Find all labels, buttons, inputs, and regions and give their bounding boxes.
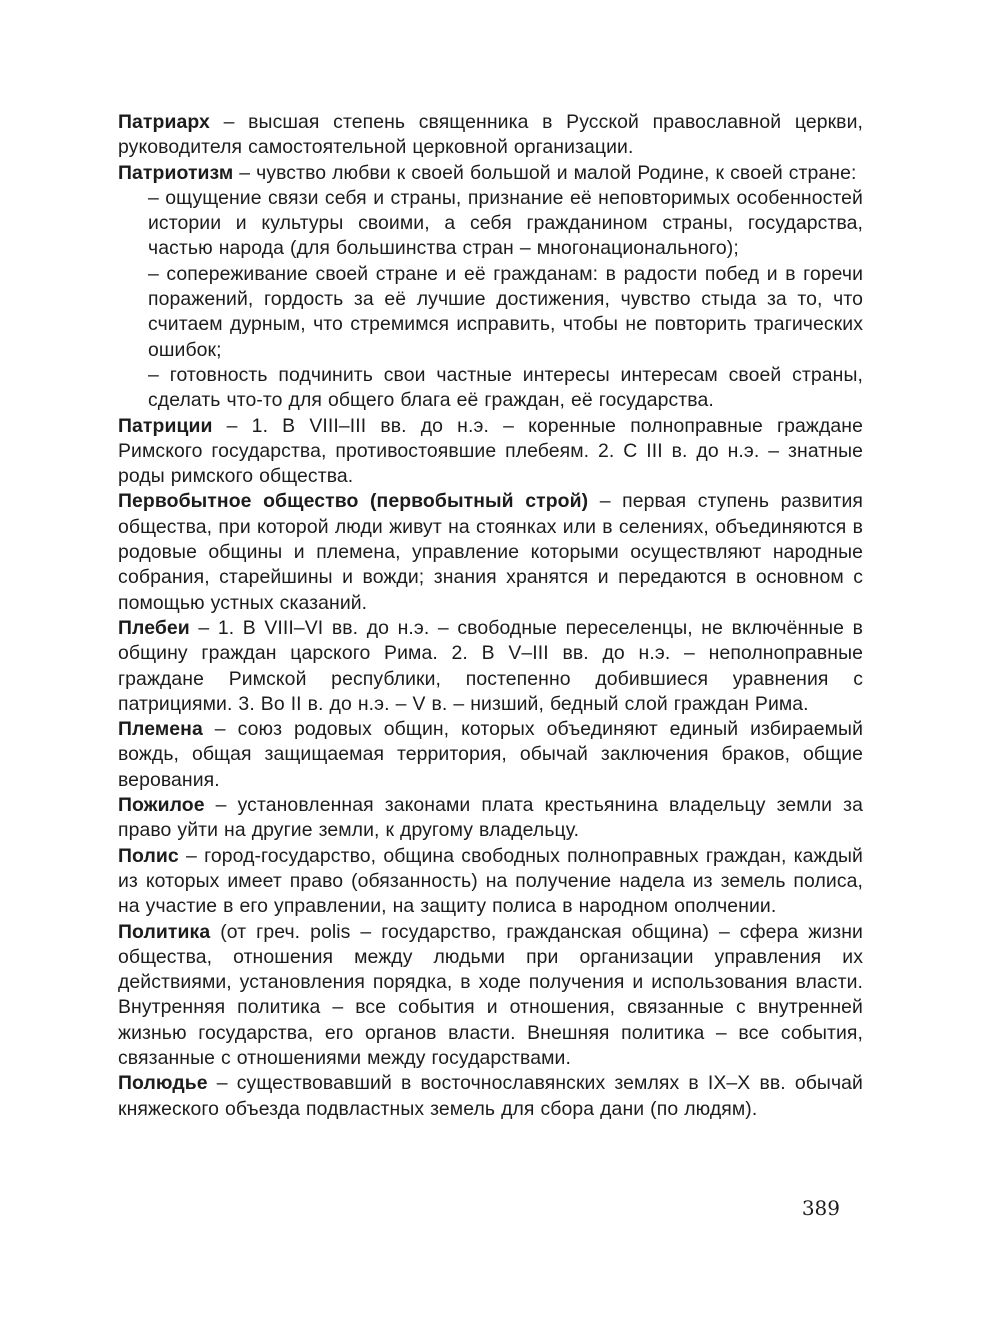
entry-text: – существовавший в восточнославянских землях в IX–X вв. обычай княжеского объезда подвластных земель для сбора дани (по людям).: [118, 1072, 863, 1120]
glossary-entry: [118, 717, 863, 793]
entry-sub-item: – ощущение связи себя и страны, признание её неповторимых особенностей истории и культуры своими, а себя гражданином страны, государства, частью народа (для большинства стран – многонационального);: [148, 186, 863, 260]
glossary-entry: [118, 793, 863, 844]
glossary-entry: [118, 1071, 863, 1122]
entry-text: – 1. В VIII–III вв. до н.э. – коренные полноправные граждане Римского государства, противостоявшие плебеям. 2. С III в. до н.э. – знатные роды римского общества.: [118, 414, 863, 488]
entry-term: Патриции: [118, 414, 213, 437]
entry-term: Патриарх: [118, 111, 210, 133]
entry-text: – чувство любви к своей большой и малой Родине, к своей стране:: [233, 161, 857, 184]
page-number: 389: [801, 1196, 840, 1220]
entry-text: (от греч. polis – государство, гражданская община) – сфера жизни общества, отношения между людьми при организации управления их действиями, установления порядка, в ходе получения и использования власти. Внутренняя политика – все события и отношения, связанные с внутренней жизнью государства, его органов власти. Внешняя политика – все события, связанные с отношениями между государствами.: [118, 920, 863, 1069]
glossary-entry: [118, 616, 863, 717]
entry-text: – 1. В VIII–VI вв. до н.э. – свободные переселенцы, не включённые в общину граждан царского Рима. 2. В V–III вв. до н.э. – неполноправные граждане Римской республики, постепенно добившиеся уравнения с патрициями. 3. Во II в. до н.э. – V в. – низший, бедный слой граждан Рима.: [118, 616, 863, 715]
entry-term: Патриотизм: [118, 161, 234, 184]
entry-term: Плебеи: [118, 616, 190, 639]
glossary-entry: [118, 414, 863, 490]
entry-term: Полюдье: [118, 1072, 208, 1095]
entry-text: – союз родовых общин, которых объединяют единый избираемый вождь, общая защищаемая территория, обычай заключения браков, общие верования.: [118, 718, 863, 791]
entry-text: – первая ступень развития общества, при которой люди живут на стоянках или в селениях, объединяются в родовые общины и племена, управление которыми осуществляют народные собрания, старейшины и вожди; знания хранятся и передаются в основном с помощью устных сказаний.: [118, 490, 863, 614]
entry-term: Первобытное общество (первобытный строй): [118, 490, 589, 513]
glossary-entry: [118, 920, 863, 1072]
glossary-entry: [118, 161, 863, 186]
entry-text: – город-государство, община свободных полноправных граждан, каждый из которых имеет право (обязанность) на получение надела из земель полиса, на участие в его управлении, на защиту полиса в народном ополчении.: [118, 844, 863, 918]
entry-text: – высшая степень священника в Русской православной церкви, руководителя самостоятельной церковной организации.: [118, 111, 863, 159]
entry-text: – установленная законами плата крестьянина владельцу земли за право уйти на другие земли, к другому владельцу.: [118, 794, 863, 842]
glossary-entries: [118, 110, 863, 1122]
glossary-entry: [118, 489, 863, 615]
entry-term: Полис: [118, 844, 179, 867]
glossary-entry: [118, 844, 863, 920]
glossary-entry: [118, 110, 863, 161]
entry-sub-item: – сопереживание своей стране и её гражданам: в радости побед и в горечи поражений, гордость за её лучшие достижения, чувство стыда за то, что считаем дурным, что стремимся исправить, чтобы не повторить трагических ошибок;: [148, 262, 863, 361]
entry-term: Политика: [118, 920, 211, 943]
entry-term: Пожилое: [118, 794, 205, 817]
entry-term: Племена: [118, 718, 203, 741]
entry-sub-item: – готовность подчинить свои частные интересы интересам своей страны, сделать что-то для общего блага её граждан, её государства.: [148, 363, 863, 412]
